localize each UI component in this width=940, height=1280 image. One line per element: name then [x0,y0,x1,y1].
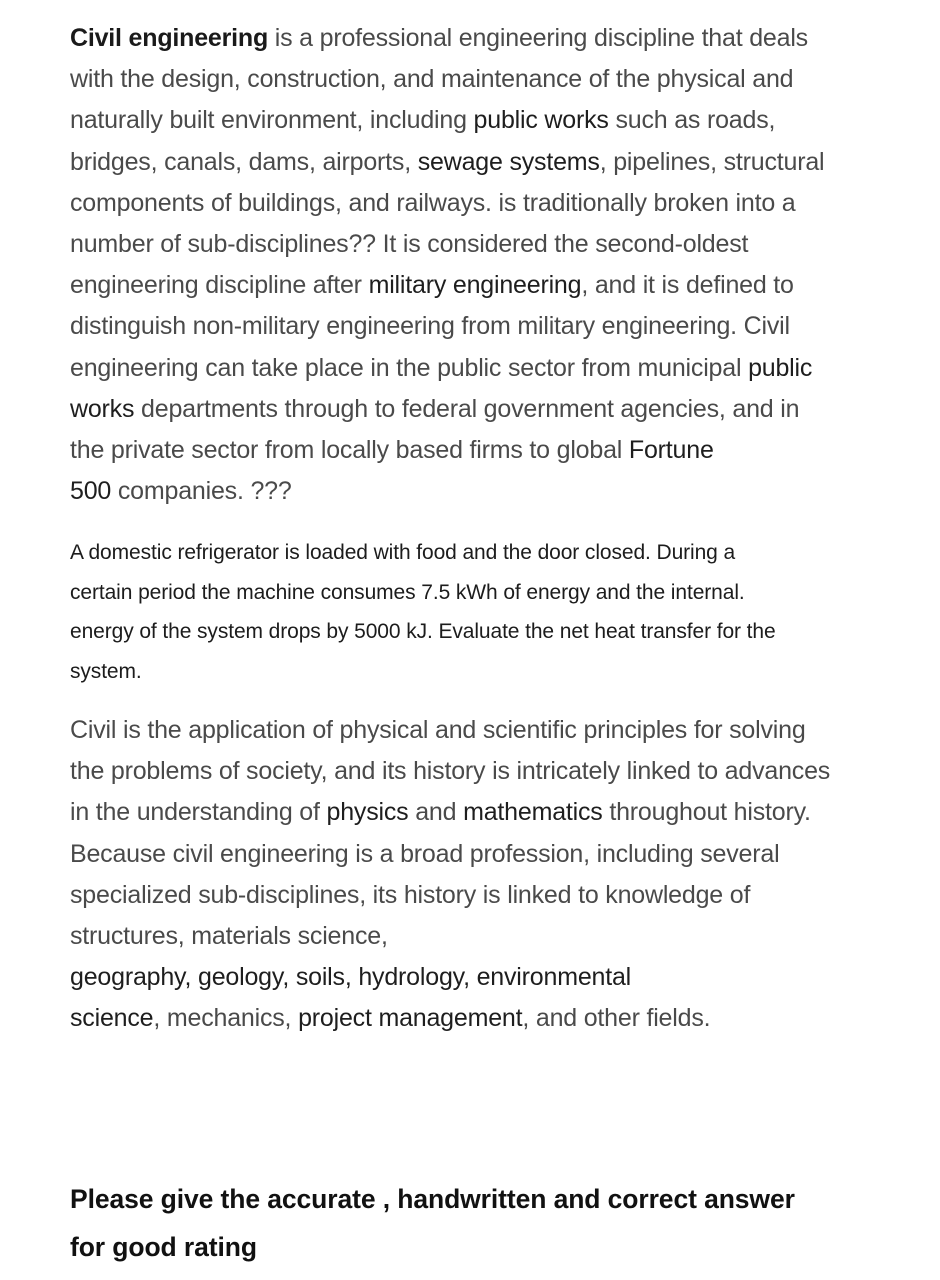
refrigerator-problem-paragraph [70,533,776,691]
text-line: engineering can take place in the public sector from municipal public [70,353,813,382]
text-line: Civil engineering is a professional engineering discipline that deals [70,24,808,52]
text-line: in the understanding of physics and mathematics throughout history. [70,798,811,827]
text-line: with the design, construction, and maintenance of the physical and [70,65,794,94]
text-line: bridges, canals, dams, airports, sewage systems, pipelines, structural [70,147,825,176]
answer-request-heading [70,1175,795,1271]
text-line: system. [70,659,142,683]
bold-term: Civil engineering [70,24,269,52]
text-line: for good rating [70,1232,257,1262]
text-line: Civil is the application of physical and scientific principles for solving [70,716,806,744]
text-line: Because civil engineering is a broad profession, including several [70,839,780,868]
text-line: 500 companies. ??? [70,477,292,506]
text-line: geography, geology, soils, hydrology, environmental [70,963,632,992]
text-line: structures, materials science, [70,922,388,951]
text-line: Please give the accurate , handwritten and correct answer [70,1184,795,1214]
text-line: number of sub-disciplines?? It is considered the second-oldest [70,230,749,259]
text-line: specialized sub-disciplines, its history is linked to knowledge of [70,880,751,909]
text-line: energy of the system drops by 5000 kJ. Evaluate the net heat transfer for the [70,620,776,643]
text-line: works departments through to federal government agencies, and in [70,394,800,423]
text-line: the private sector from locally based firms to global Fortune [70,436,714,465]
text-line: the problems of society, and its history is intricately linked to advances [70,757,831,786]
text-line: A domestic refrigerator is loaded with food and the door closed. During a [70,541,736,564]
text-line: science, mechanics, project management, and other fields. [70,1004,711,1033]
text-line: engineering discipline after military engineering, and it is defined to [70,271,794,300]
civil-history-paragraph [70,710,830,1040]
text-line: certain period the machine consumes 7.5 kWh of energy and the internal. [70,580,745,604]
text-line: components of buildings, and railways. is traditionally broken into a [70,188,796,217]
text-line: distinguish non-military engineering from military engineering. Civil [70,312,790,341]
civil-engineering-paragraph [70,18,824,512]
text-line: naturally built environment, including public works such as roads, [70,106,776,135]
